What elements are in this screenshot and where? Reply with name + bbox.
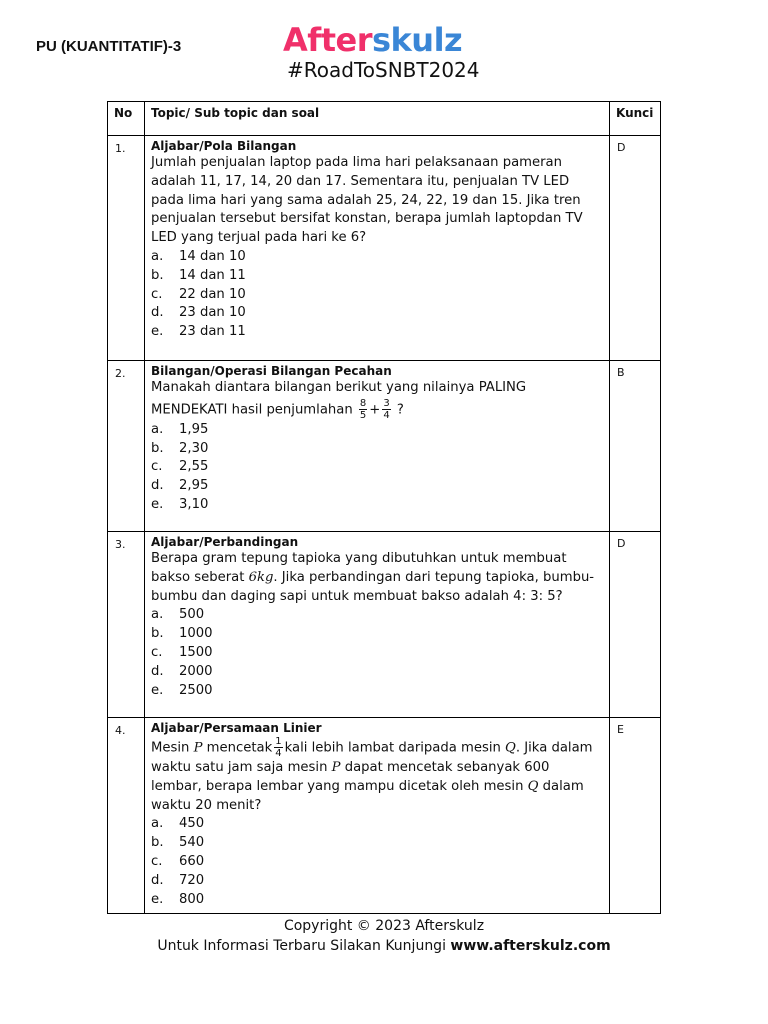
fraction: $\frac{1}{4}$ [275,736,282,759]
question-topic: Bilangan/Operasi Bilangan Pecahan [151,364,392,378]
table-header-row [108,102,661,136]
answer-option: b. 2,30 [151,440,209,456]
answer-option: e. 2500 [151,682,213,698]
answer-key: E [610,718,661,914]
answer-option: e. 3,10 [151,496,209,512]
answer-option: c. 2,55 [151,459,209,475]
table-row [108,136,661,361]
answer-option: d. 720 [151,872,205,888]
question-text: Mesin P mencetak $\frac{1}{4}$ kali lebih lambat daripada mesin Q. Jika dalam waktu satu jam saja mesin P dapat mencetak sebanyak 600 lembar, berapa lembar yang mampu dicetak oleh mesin Q dalam waktu 20 menit? [151,736,593,813]
answer-option: a. 1,95 [151,421,209,437]
question-topic: Aljabar/Pola Bilangan [151,139,297,153]
footer-info: Untuk Informasi Terbaru Silakan Kunjungi www.afterskulz.com [157,938,611,954]
answer-option: c. 660 [151,853,205,869]
question-cell [145,361,610,532]
question-number: 4. [108,718,145,914]
answer-option: c. 1500 [151,644,213,660]
website-link[interactable]: www.afterskulz.com [450,938,611,954]
hashtag: #RoadToSNBT2024 [287,58,480,82]
header-topic: Topic/ Sub topic dan soal [145,102,610,136]
answer-option: d. 2000 [151,663,213,679]
document-code: PU (KUANTITATIF)-3 [36,38,182,55]
answer-option: e. 800 [151,891,205,907]
logo-text-after: After [283,21,372,59]
question-text: Jumlah penjualan laptop pada lima hari pelaksanaan pameran adalah 11, 17, 14, 20 dan 17. Sementara itu, penjualan TV LED pada lima hari yang sama adalah 25, 24, 22, 19 dan 15. Jika tren penjualan tersebut bersifat konstan, berapa jumlah laptopdan TV LED yang terjual pada hari ke 6? [151,155,583,246]
question-number: 2. [108,361,145,532]
question-topic: Aljabar/Persamaan Linier [151,721,322,735]
answer-option: b. 14 dan 11 [151,267,246,283]
question-cell [145,532,610,718]
table-row [108,718,661,914]
question-text-line2: MENDEKATI hasil penjumlahan $\frac{8}{5}$ + $\frac{3}{4}$ ? [151,397,404,421]
answer-option: a. 500 [151,607,205,623]
question-number: 3. [108,532,145,718]
table-row [108,361,661,532]
question-text: Berapa gram tepung tapioka yang dibutuhkan untuk membuat bakso seberat 6kg. Jika perbandingan dari tepung tapioka, bumbu-bumbu dan daging sapi untuk membuat bakso adalah 4: 3: 5? [151,551,595,604]
header-no: No [108,102,145,136]
question-topic: Aljabar/Perbandingan [151,535,299,549]
logo-text-skulz: skulz [371,21,463,59]
question-cell [145,718,610,914]
answer-option: a. 450 [151,816,205,832]
question-table [107,101,661,914]
answer-option: a. 14 dan 10 [151,248,246,264]
answer-option: b. 540 [151,835,205,851]
answer-key: B [610,361,661,532]
table-row [108,532,661,718]
answer-option: c. 22 dan 10 [151,286,246,302]
question-text: Manakah diantara bilangan berikut yang nilainya PALING [151,380,527,395]
answer-option: e. 23 dan 11 [151,324,246,340]
question-number: 1. [108,136,145,361]
afterskulz-logo [283,22,462,58]
copyright-text: Copyright © 2023 Afterskulz [283,918,485,934]
answer-option: d. 23 dan 10 [151,305,246,321]
question-cell [145,136,610,361]
answer-option: b. 1000 [151,626,213,642]
answer-key: D [610,532,661,718]
answer-key: D [610,136,661,361]
fraction: $\frac{8}{5}$ [359,397,367,421]
header-key: Kunci [610,102,661,136]
fraction: $\frac{3}{4}$ [383,397,390,421]
answer-option: d. 2,95 [151,478,209,494]
